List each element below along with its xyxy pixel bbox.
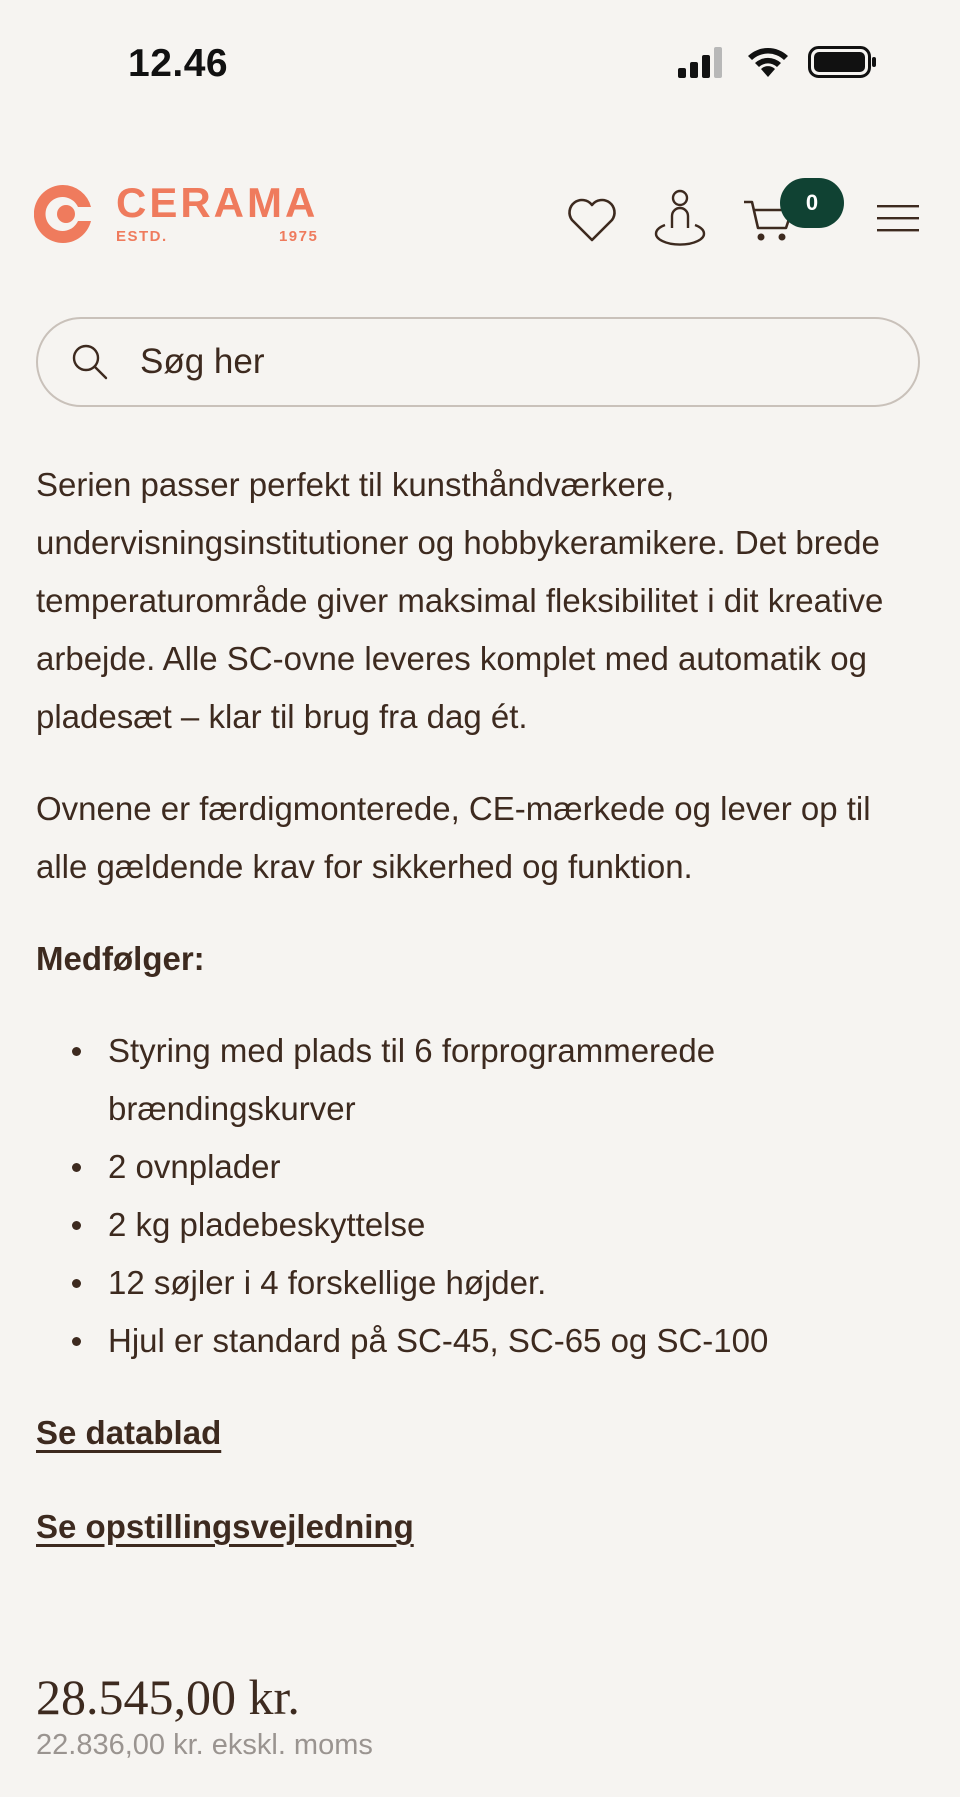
site-header [0, 170, 960, 270]
list-item: 2 kg pladebeskyttelse [72, 1196, 928, 1254]
list-item: 12 søjler i 4 forskellige højder. [72, 1254, 928, 1312]
hamburger-menu-icon [877, 203, 919, 233]
wishlist-button[interactable] [564, 194, 620, 246]
description-paragraph-2: Ovnene er færdigmonterede, CE-mærkede og lever op til alle gældende krav for sikkerhed og funktion. [36, 790, 871, 885]
cellular-signal-icon [678, 46, 728, 83]
setup-guide-link[interactable]: Se opstillingsvejledning [36, 1508, 414, 1545]
logo-year: 1975 [278, 228, 319, 245]
account-button[interactable] [652, 188, 708, 250]
logo-estd-label: ESTD. [116, 228, 168, 245]
logo-established [116, 228, 318, 245]
logo-text [116, 179, 319, 245]
status-icons [678, 46, 878, 83]
list-item: Styring med plads til 6 forprogrammerede brændingskurver [72, 1022, 928, 1138]
heart-icon [566, 197, 618, 243]
logo-name: CERAMA [116, 179, 319, 226]
cart-count-badge[interactable]: 0 [780, 178, 844, 228]
price-block [36, 1668, 373, 1762]
wifi-icon [746, 46, 790, 83]
price-excl-vat: 22.836,00 kr. ekskl. moms [36, 1729, 373, 1761]
logo-mark-icon [34, 183, 92, 245]
battery-icon [808, 46, 878, 83]
status-bar [0, 0, 960, 130]
included-heading: Medfølger: [36, 940, 205, 977]
menu-button[interactable] [876, 200, 920, 236]
list-item: Hjul er standard på SC-45, SC-65 og SC-100 [72, 1312, 928, 1370]
product-description [36, 456, 928, 1556]
description-paragraph-1: Serien passer perfekt til kunsthåndværkere, undervisningsinstitutioner og hobbykeramikere. Det brede temperaturområde giver maksimal fleksibilitet i dit kreative arbejde. Alle SC-ovne leveres komplet med automatik og pladesæt – klar til brug fra dag ét. [36, 466, 884, 735]
search-bar[interactable] [36, 317, 920, 407]
user-icon [652, 188, 708, 250]
datasheet-link[interactable]: Se datablad [36, 1414, 222, 1451]
included-list [36, 1022, 928, 1370]
status-time: 12.46 [128, 42, 229, 85]
search-icon[interactable] [70, 342, 110, 382]
search-input[interactable] [138, 341, 842, 383]
price: 28.545,00 kr. [36, 1669, 300, 1725]
list-item: 2 ovnplader [72, 1138, 928, 1196]
cerama-logo[interactable] [34, 179, 319, 245]
